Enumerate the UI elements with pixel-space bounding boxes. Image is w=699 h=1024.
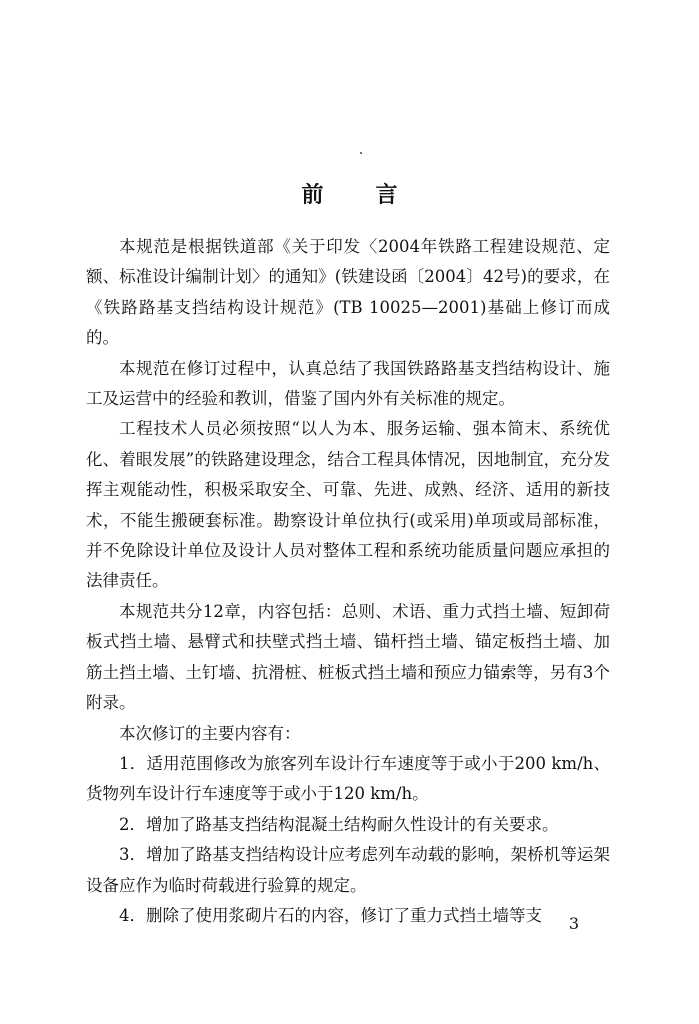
paragraph-basis: 本规范是根据铁道部《关于印发〈2004年铁路工程建设规范、定额、标准设计编制计划〉的通知》(铁建设函〔2004〕42号)的要求，在《铁路路基支挡结构设计规范》(TB 10025—2001)基础上修订而成的。 — [86, 237, 610, 348]
list-item-change-2: 2．增加了路基支挡结构混凝土结构耐久性设计的有关要求。 — [119, 814, 559, 834]
preface-body — [86, 232, 610, 931]
paragraph-main-changes-intro: 本次修订的主要内容有： — [119, 723, 301, 743]
paragraph-revision-process: 本规范在修订过程中，认真总结了我国铁路路基支挡结构设计、施工及运营中的经验和教训，借鉴了国内外有关标准的规定。 — [86, 358, 610, 409]
paragraph-engineering-principles: 工程技术人员必须按照“以人为本、服务运输、强本简末、系统优化、着眼发展”的铁路建设理念，结合工程具体情况，因地制宜，充分发挥主观能动性，积极采取安全、可靠、先进、成熟、经济、适用的新技术，不能生搬硬套标准。勘察设计单位执行(或采用)单项或局部标准，并不免除设计单位及设计人员对整体工程和系统功能质量问题应承担的法律责任。 — [86, 419, 610, 591]
list-item-change-4: 4．删除了使用浆砌片石的内容，修订了重力式挡土墙等支 — [119, 905, 542, 925]
page-title — [0, 178, 699, 209]
page-number: 3 — [568, 914, 579, 933]
list-item-change-3: 3．增加了路基支挡结构设计应考虑列车动载的影响，架桥机等运架设备应作为临时荷载进行验算的规定。 — [86, 845, 610, 895]
page-title-char-1: 前 — [301, 182, 324, 208]
list-item-change-1: 1．适用范围修改为旅客列车设计行车速度等于或小于200 km/h、货物列车设计行车速度等于或小于120 km/h。 — [86, 753, 610, 804]
page-title-char-2: 言 — [375, 182, 398, 208]
paragraph-contents: 本规范共分12章，内容包括：总则、术语、重力式挡土墙、短卸荷板式挡土墙、悬臂式和扶壁式挡土墙、锚杆挡土墙、锚定板挡土墙、加筋土挡土墙、土钉墙、抗滑桩、桩板式挡土墙和预应力锚索等，另有3个附录。 — [86, 601, 610, 713]
scan-speck — [360, 152, 362, 154]
